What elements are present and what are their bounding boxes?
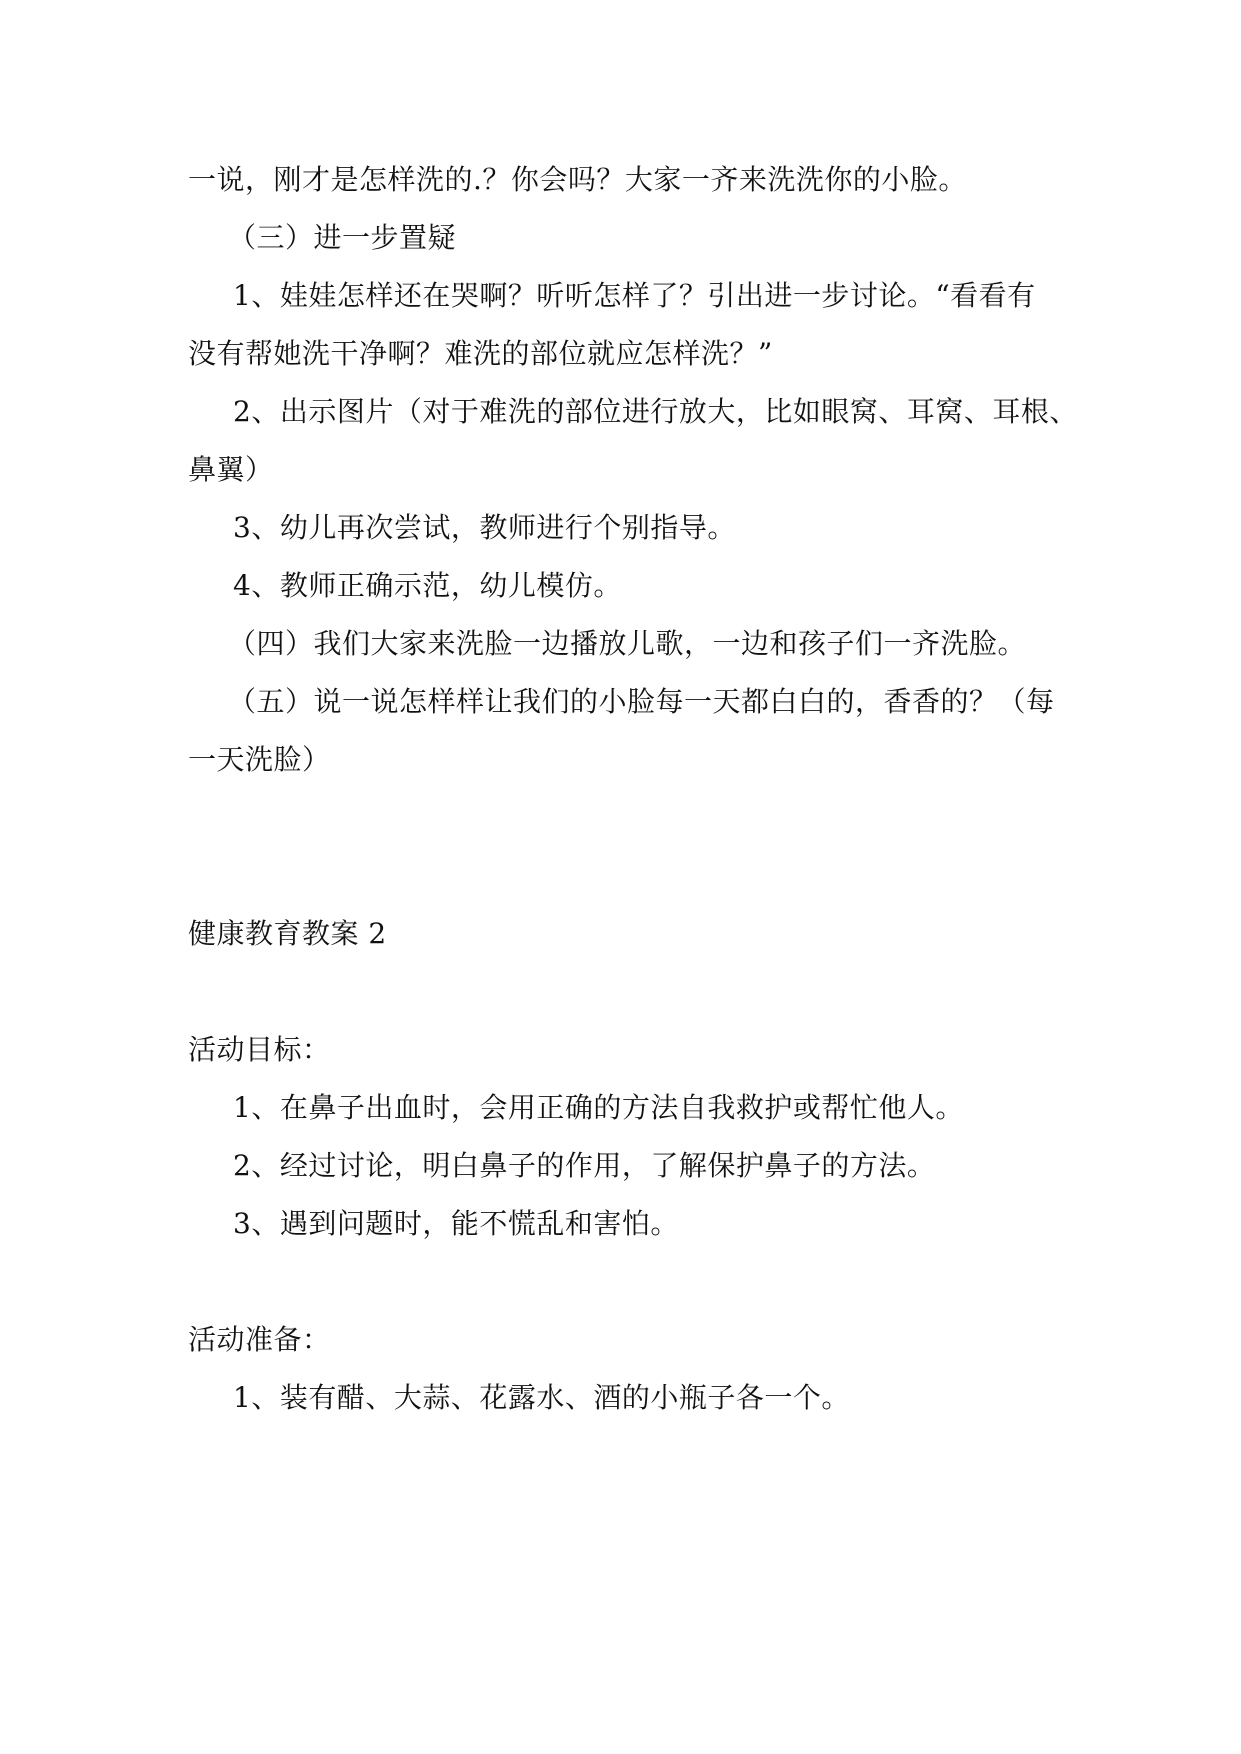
preparation-label: 活动准备： [188,1323,331,1356]
list-item-3: 3、幼儿再次尝试，教师进行个别指导。 [233,511,736,544]
goals-label: 活动目标： [188,1033,331,1066]
list-item-4: 4、教师正确示范，幼儿模仿。 [233,569,622,602]
lesson-title: 健康教育教案 2 [188,917,387,950]
section-heading-4: （四）我们大家来洗脸一边播放儿歌，一边和孩子们一齐洗脸。 [228,627,1027,660]
goal-item-2: 2、经过讨论，明白鼻子的作用，了解保护鼻子的方法。 [233,1149,936,1182]
list-item-1-line-2: 没有帮她洗干净啊？难洗的部位就应怎样洗？” [188,337,773,370]
goal-item-3: 3、遇到问题时，能不慌乱和害怕。 [233,1207,679,1240]
section-heading-5-line-1: （五）说一说怎样样让我们的小脸每一天都白白的，香香的？（每 [228,685,1055,718]
list-item-2-line-2: 鼻翼） [188,453,274,486]
section-heading-5-line-2: 一天洗脸） [188,743,331,776]
list-item-1-line-1: 1、娃娃怎样还在哭啊？听听怎样了？引出进一步讨论。“看看有 [233,279,1036,312]
preparation-item-1: 1、装有醋、大蒜、花露水、酒的小瓶子各一个。 [233,1381,850,1414]
list-item-2-line-1: 2、出示图片（对于难洗的部位进行放大，比如眼窝、耳窝、耳根、 [233,395,1078,428]
section-heading-3: （三）进一步置疑 [228,221,457,254]
goal-item-1: 1、在鼻子出血时，会用正确的方法自我救护或帮忙他人。 [233,1091,964,1124]
paragraph-line: 一说，刚才是怎样洗的.？你会吗？大家一齐来洗洗你的小脸。 [188,163,967,196]
